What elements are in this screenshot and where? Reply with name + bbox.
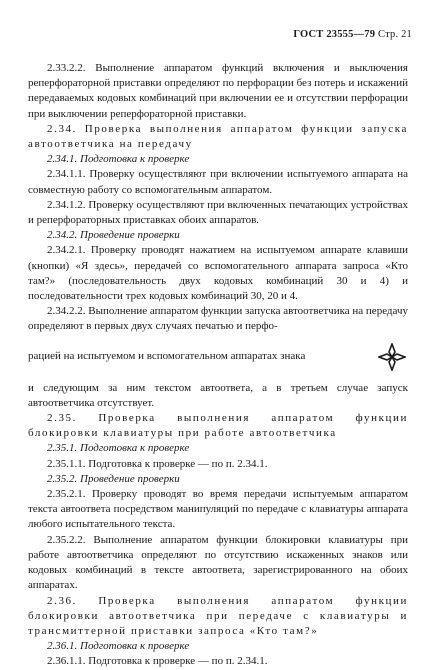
- subheading-text: 2.36.1. Подготовка к проверке: [47, 640, 190, 653]
- subheading-2-36-1: [28, 639, 408, 654]
- section-heading-2-36: 2.36. Проверка выполнения аппаратом функции блокировки автоответчика при передаче с клавиатуры и трансмиттерной приставки запроса «Кто там?»: [28, 594, 408, 637]
- paragraph-2-35-2-2: 2.35.2.2. Выполнение аппаратом функции блокировки клавиатуры при работе автоответчика определяют по отсутствию искаженных знаков или кодовых комбинаций в тексте автоответа, зарегистрированного на обоих аппаратах.: [28, 533, 408, 592]
- section-heading-2-35: 2.35. Проверка выполнения аппаратом функции блокировки клавиатуры при работе автоответчика: [28, 412, 408, 440]
- subheading-2-35-2: [28, 472, 408, 487]
- paragraph-2-34-2-2: 2.34.2.2. Выполнение аппаратом функции запуска автоответчика на передачу определяют в первых двух случаях печатью и перфо-: [28, 305, 408, 333]
- paragraph-2-34-2-1: 2.34.2.1. Проверку проводят нажатием на испытуемом аппарате клавиши (кнопки) «Я здесь», передачей со вспомогательного аппарата запроса «Кто там?» (последовательность двух кодовых комбинаций 30 и 4) и последовательности трех кодовых комбинаций 30, 20 и 4.: [28, 244, 408, 303]
- subheading-2-35-1: [28, 441, 408, 456]
- symbol-line: [28, 343, 408, 371]
- paragraph-2-34-1-1: 2.34.1.1. Проверку осуществляют при включении испытуемого аппарата на совместную работу со вспомогательным аппаратом.: [28, 168, 408, 196]
- standard-code: ГОСТ 23555—79: [293, 29, 376, 40]
- paragraph-2-35-2-1: 2.35.2.1. Проверку проводят во время передачи испытуемым аппаратом текста автоответа посредством манипуляций по передаче с клавиатуры аппарата любого испытательного текста.: [28, 488, 408, 531]
- paragraph-continuation: и следующим за ним текстом автоответа, а в третьем случае запуск автоответчика отсутствует.: [28, 381, 408, 409]
- page-number: Стр. 21: [378, 29, 412, 40]
- subheading-2-34-2: [28, 228, 408, 243]
- subheading-text: 2.34.1. Подготовка к проверке: [47, 153, 190, 166]
- paragraph-2-35-1-1: 2.35.1.1. Подготовка к проверке — по п. 2.34.1.: [47, 457, 268, 470]
- paragraph-2-34-1-2: 2.34.1.2. Проверку осуществляют при включенных печатающих устройствах и реперфораторных приставках обоих аппаратов.: [28, 198, 408, 227]
- paragraph-2-36-1-1: 2.36.1.1. Подготовка к проверке — по п. 2.34.1.: [47, 655, 268, 668]
- subheading-text: 2.35.2. Проведение проверки: [47, 472, 180, 485]
- document-body: [28, 61, 408, 670]
- subheading-text: 2.34.2. Проведение проверки: [47, 229, 180, 242]
- paragraph-2-33-2-2: 2.33.2.2. Выполнение аппаратом функций включения и выключения реперфораторной приставки определяют по перфорации без потерь и искажений передаваемых кодовых комбинаций при включении ее и отсутствии перфорации при выключении реперфораторной приставки.: [28, 62, 408, 120]
- who-are-you-symbol-icon: [378, 343, 406, 371]
- page-header: [293, 27, 412, 42]
- symbol-line-text: рацией на испытуемом и вспомогательном аппаратах знака: [28, 350, 306, 363]
- subheading-text: 2.35.1. Подготовка к проверке: [47, 442, 190, 455]
- section-heading-2-34: 2.34. Проверка выполнения аппаратом функции запуска автоответчика на передачу: [28, 122, 408, 151]
- subheading-2-34-1: [28, 152, 408, 167]
